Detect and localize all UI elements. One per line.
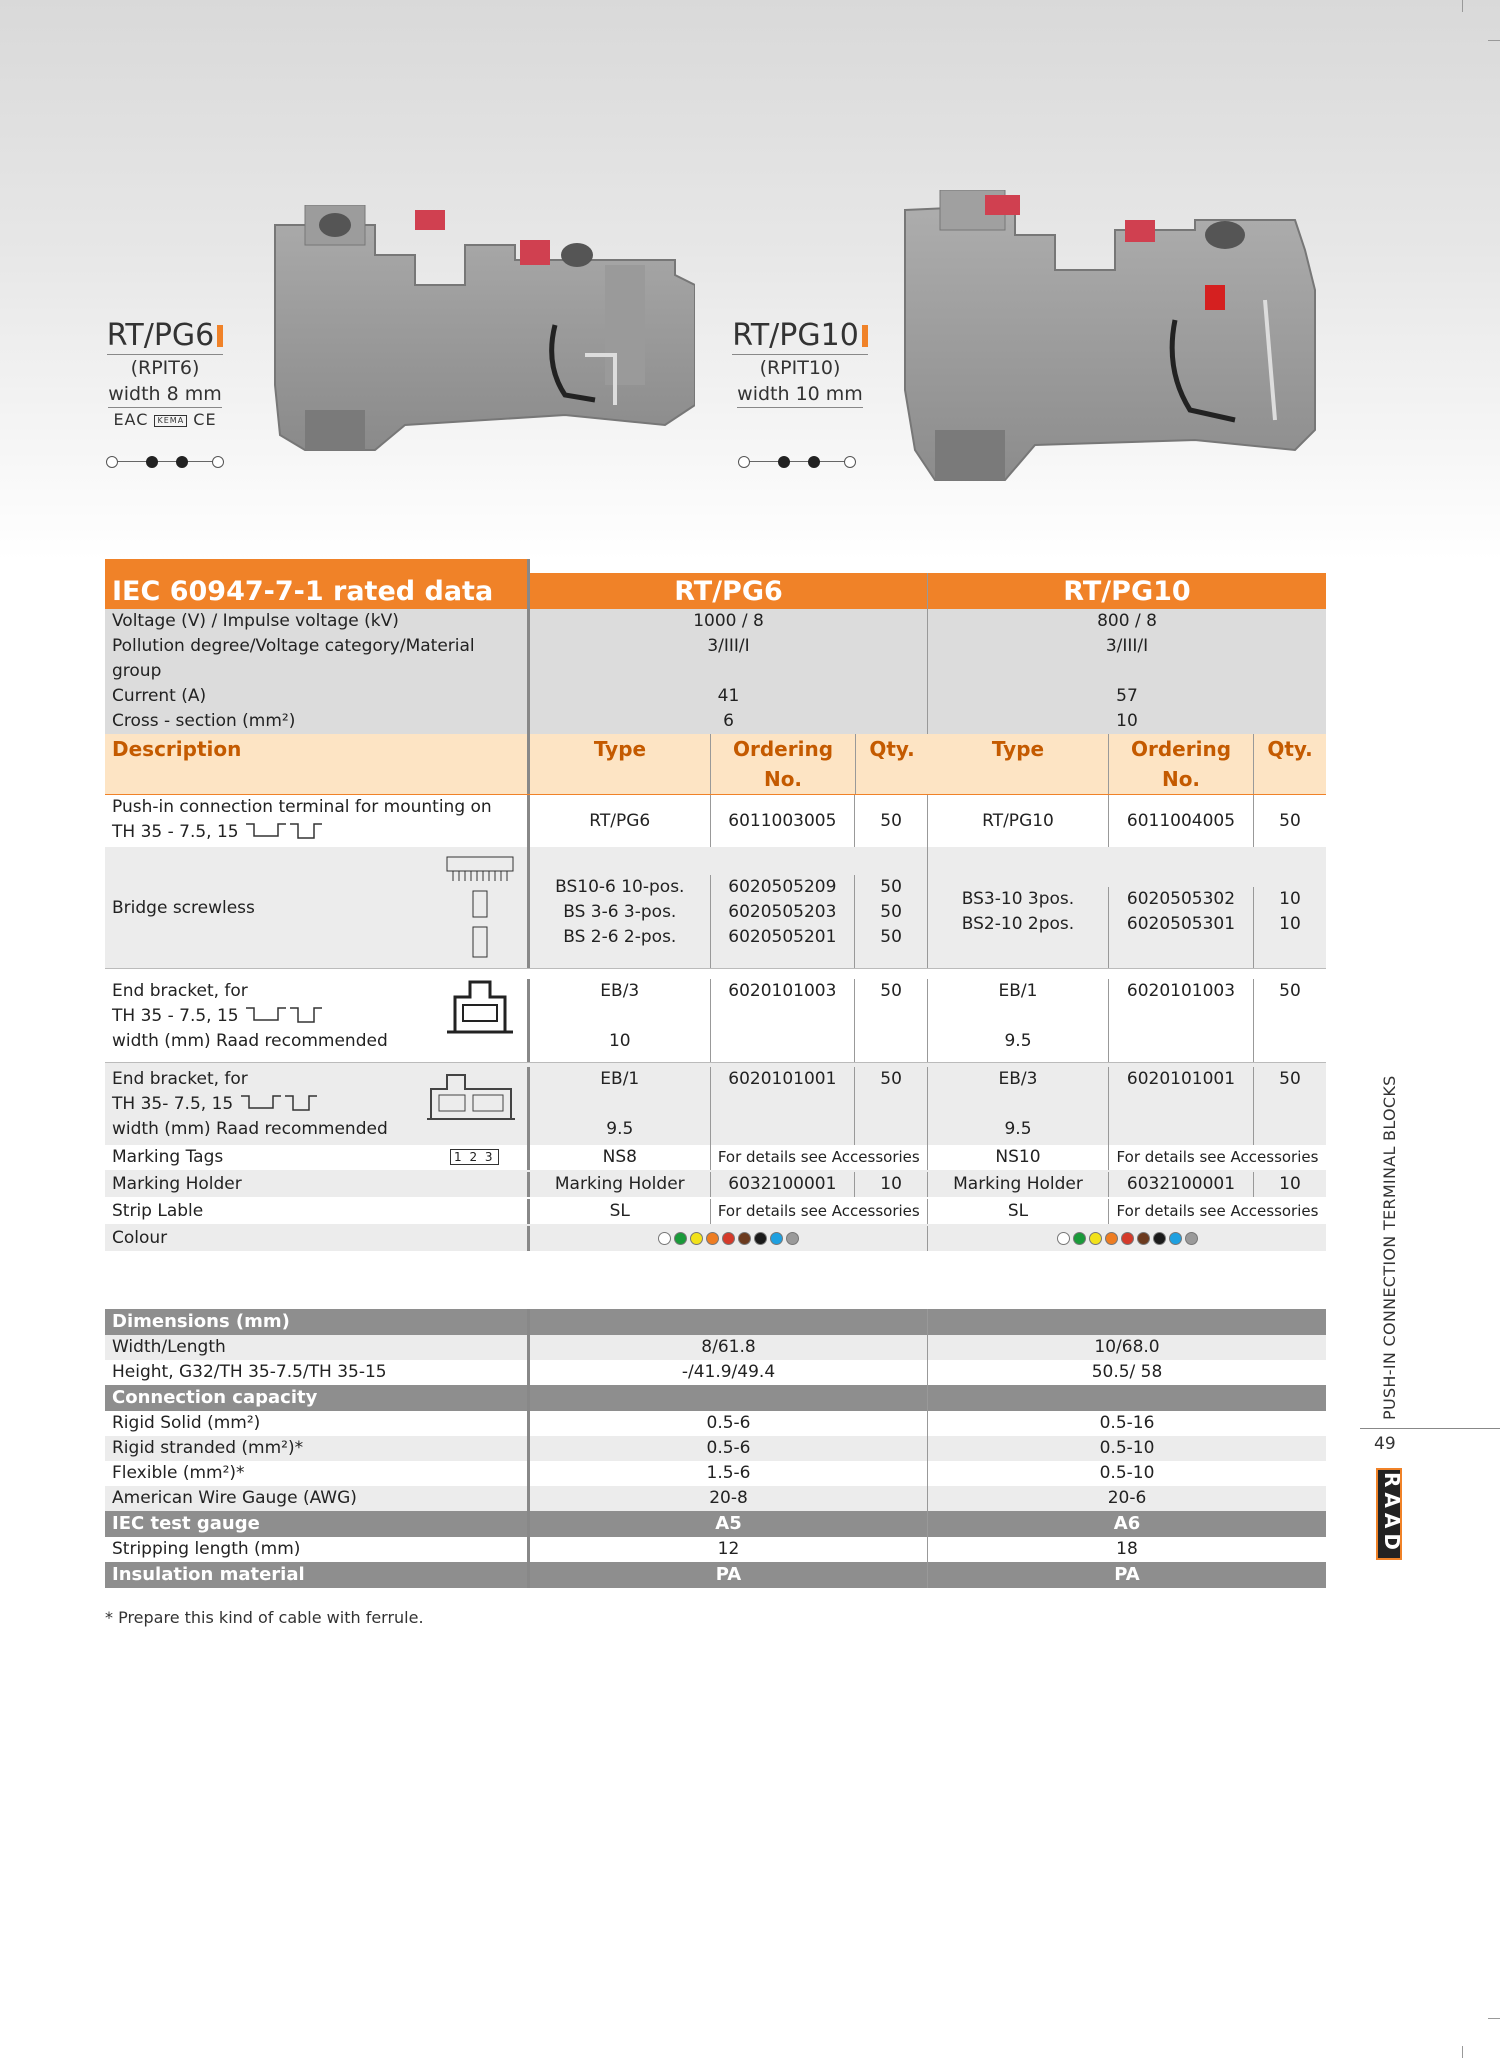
qty-cell: 50 — [880, 811, 902, 831]
row-label: IEC test gauge — [105, 1511, 530, 1537]
product-width: width 8 mm — [108, 381, 222, 408]
table-row-end-bracket-1 — [105, 969, 1326, 1063]
row-label: End bracket, for TH 35 - 7.5, 15 width (mm) Raad recommended — [105, 979, 530, 1062]
ordering-cell: 6011004005 — [1109, 795, 1254, 847]
ce-mark: CE — [193, 410, 217, 429]
row-label: Pollution degree/Voltage category/Material group — [105, 634, 530, 684]
product-width: width 10 mm — [737, 381, 863, 408]
table-row — [105, 709, 1326, 734]
cell-value: 50.5/ 58 — [1091, 1362, 1163, 1382]
cell-value: -/41.9/49.4 — [530, 1360, 928, 1385]
colour-swatch — [1073, 1232, 1086, 1245]
colour-swatch — [754, 1232, 767, 1245]
type-cell: EB/1 9.5 — [530, 1067, 711, 1145]
cell-value: 800 / 8 — [1097, 611, 1157, 631]
colour-swatch — [1169, 1232, 1182, 1245]
cell-value: 0.5-10 — [1099, 1463, 1155, 1483]
table-row-push-in — [105, 795, 1326, 847]
table-row — [105, 1411, 1326, 1436]
cell-value: 10 — [1116, 711, 1138, 731]
colour-swatch — [1121, 1232, 1134, 1245]
cell-value: 12 — [530, 1537, 928, 1562]
end-bracket-icon — [445, 977, 515, 1039]
row-label: Voltage (V) / Impulse voltage (kV) — [105, 609, 530, 634]
qty-cell: 50 — [1279, 981, 1301, 1001]
product-title: RT/PG10 — [732, 318, 868, 355]
dimensions-header: Dimensions (mm) — [105, 1309, 530, 1335]
table-row — [105, 634, 1326, 684]
footnote: * Prepare this kind of cable with ferrule. — [105, 1608, 424, 1627]
ordering-cell: 6020505302 6020505301 — [1109, 887, 1254, 968]
page-number: 49 — [1374, 1434, 1396, 1454]
colour-swatch — [738, 1232, 751, 1245]
qty-cell: 50 — [880, 981, 902, 1001]
product-code: (RPIT6) — [130, 357, 200, 379]
dimensions-table — [105, 1309, 1326, 1588]
type-header: Type — [928, 734, 1109, 794]
rated-data-table — [105, 573, 1326, 1251]
table-row-marking-holder — [105, 1170, 1326, 1197]
description-header: Description — [105, 734, 530, 794]
cell-value: PA — [530, 1562, 928, 1588]
type-cell: RT/PG6 — [530, 795, 711, 847]
colour-swatches-rtpg10 — [928, 1226, 1326, 1251]
ordering-cell: 6011003005 — [711, 795, 856, 847]
row-label: End bracket, for TH 35- 7.5, 15 width (mm) Raad recommended — [105, 1067, 530, 1145]
info-cell: For details see Accessories — [1116, 1148, 1319, 1166]
info-cell: For details see Accessories — [1116, 1202, 1319, 1220]
type-header: Type — [530, 734, 711, 794]
row-label: Cross - section (mm²) — [105, 709, 530, 734]
cell-value: 20-6 — [1107, 1488, 1147, 1508]
info-cell: For details see Accessories — [717, 1148, 920, 1166]
ordering-cell: 6032100001 — [1109, 1172, 1254, 1197]
row-label: Rigid stranded (mm²)* — [105, 1436, 530, 1461]
ordering-header: Ordering No. — [711, 734, 856, 794]
insulation-material-row — [105, 1562, 1326, 1588]
ordering-cell: 6020101001 — [711, 1067, 856, 1145]
ordering-cell: 6020505209 6020505203 6020505201 — [711, 875, 856, 968]
crop-mark — [1488, 40, 1500, 41]
colour-swatch — [690, 1232, 703, 1245]
cell-value: PA — [1114, 1564, 1140, 1585]
cell-value: 1.5-6 — [530, 1461, 928, 1486]
cell-value: A6 — [1113, 1513, 1141, 1534]
qty-cell: 10 — [880, 1174, 902, 1194]
row-label: Marking Tags 1 2 3 — [105, 1145, 530, 1170]
cell-value: 18 — [1116, 1539, 1138, 1559]
table-row-colour — [105, 1224, 1326, 1251]
cell-value: A5 — [530, 1511, 928, 1537]
cell-value: 0.5-10 — [1099, 1438, 1155, 1458]
colour-swatch — [1185, 1232, 1198, 1245]
qty-header: Qty. — [1267, 737, 1313, 761]
ordering-cell: 6020101003 — [711, 979, 856, 1062]
side-divider — [1360, 1428, 1500, 1429]
product-rtpg10-header — [725, 318, 875, 408]
table-row — [105, 609, 1326, 634]
table-row — [105, 1537, 1326, 1562]
table-header-row — [105, 573, 1326, 609]
type-cell: SL — [530, 1199, 711, 1224]
table-row — [105, 1335, 1326, 1360]
row-label: Push-in connection terminal for mounting on TH 35 - 7.5, 15 — [105, 795, 530, 847]
dimensions-header-row — [105, 1309, 1326, 1335]
column-header-rtpg10: RT/PG10 — [1063, 576, 1191, 607]
type-cell: EB/3 9.5 — [928, 1067, 1109, 1145]
level-dots — [106, 455, 226, 469]
row-label: Strip Lable — [105, 1199, 530, 1224]
cell-value: 1000 / 8 — [530, 609, 928, 634]
table-row-strip-lable — [105, 1197, 1326, 1224]
type-cell: EB/3 10 — [530, 979, 711, 1062]
info-cell: For details see Accessories — [717, 1202, 920, 1220]
type-cell: SL — [928, 1199, 1109, 1224]
row-label: Insulation material — [105, 1562, 530, 1588]
marking-tag-icon: 1 2 3 — [450, 1149, 499, 1165]
colour-swatch — [786, 1232, 799, 1245]
din-rail-icon — [244, 820, 324, 840]
qty-cell: 50 — [1279, 1069, 1301, 1089]
qty-cell: 10 10 — [1279, 889, 1301, 934]
cell-value: 3/III/I — [530, 634, 928, 684]
ordering-cell: 6020101001 — [1109, 1067, 1254, 1145]
cell-value: 3/III/I — [1105, 636, 1149, 656]
colour-swatches-rtpg6 — [530, 1226, 928, 1251]
type-cell: EB/1 9.5 — [928, 979, 1109, 1062]
colour-swatch — [1105, 1232, 1118, 1245]
bridge-comb-icon — [445, 855, 515, 963]
table-title: IEC 60947-7-1 rated data — [105, 573, 530, 609]
din-rail-icon — [244, 1004, 324, 1024]
table-row — [105, 1436, 1326, 1461]
cell-value: 6 — [530, 709, 928, 734]
type-cell: BS10-6 10-pos. BS 3-6 3-pos. BS 2-6 2-pos. — [530, 875, 711, 968]
rtpg10-terminal-image — [895, 190, 1335, 510]
connection-capacity-header: Connection capacity — [105, 1385, 530, 1411]
rtpg6-terminal-image — [265, 205, 695, 495]
type-cell: NS10 — [928, 1145, 1109, 1170]
product-rtpg6-header — [95, 318, 235, 429]
qty-cell: 10 — [1279, 1174, 1301, 1194]
qty-cell: 50 — [1279, 811, 1301, 831]
row-label: Flexible (mm²)* — [105, 1461, 530, 1486]
certification-marks — [95, 410, 235, 429]
raad-logo: RAAD — [1376, 1468, 1402, 1560]
row-label: Width/Length — [105, 1335, 530, 1360]
ordering-cell: 6032100001 — [711, 1172, 856, 1197]
row-label: Rigid Solid (mm²) — [105, 1411, 530, 1436]
type-cell: NS8 — [530, 1145, 711, 1170]
row-label: Marking Holder — [105, 1172, 530, 1197]
crop-mark — [1462, 0, 1463, 12]
level-dots — [738, 455, 858, 469]
cell-value: 20-8 — [530, 1486, 928, 1511]
description-header-row — [105, 734, 1326, 795]
type-cell: Marking Holder — [530, 1172, 711, 1197]
side-section-title: PUSH-IN CONNECTION TERMINAL BLOCKS — [1380, 1075, 1399, 1420]
type-cell: RT/PG10 — [928, 795, 1109, 847]
colour-swatch — [706, 1232, 719, 1245]
cell-value: 0.5-6 — [530, 1436, 928, 1461]
colour-swatch — [1137, 1232, 1150, 1245]
colour-swatch — [1089, 1232, 1102, 1245]
connection-capacity-header-row — [105, 1385, 1326, 1411]
ordering-cell: 6020101003 — [1109, 979, 1254, 1062]
cell-value: 57 — [1116, 686, 1138, 706]
qty-header: Qty. — [869, 737, 915, 761]
colour-swatch — [1153, 1232, 1166, 1245]
qty-cell: 50 — [880, 1069, 902, 1089]
row-label: Stripping length (mm) — [105, 1537, 530, 1562]
cell-value: 0.5-16 — [1099, 1413, 1155, 1433]
row-label: Bridge screwless — [105, 847, 530, 968]
kema-mark: KEMA — [154, 415, 187, 427]
table-row — [105, 1360, 1326, 1385]
colour-swatch — [770, 1232, 783, 1245]
cell-value: 8/61.8 — [530, 1335, 928, 1360]
product-code: (RPIT10) — [759, 357, 841, 379]
type-cell: BS3-10 3pos. BS2-10 2pos. — [928, 887, 1109, 968]
row-label: Current (A) — [105, 684, 530, 709]
table-row — [105, 1461, 1326, 1486]
row-label: Colour — [105, 1226, 530, 1251]
table-row-marking-tags — [105, 1145, 1326, 1170]
column-header-rtpg6: RT/PG6 — [530, 573, 928, 609]
eac-mark: EAC — [113, 410, 149, 429]
cell-value: 0.5-6 — [530, 1411, 928, 1436]
row-label: Height, G32/TH 35-7.5/TH 35-15 — [105, 1360, 530, 1385]
ordering-header: Ordering No. — [1109, 734, 1254, 794]
end-bracket-icon — [425, 1069, 517, 1127]
table-row — [105, 1486, 1326, 1511]
cell-value: 41 — [530, 684, 928, 709]
iec-test-gauge-row — [105, 1511, 1326, 1537]
cell-value: 10/68.0 — [1094, 1337, 1160, 1357]
product-title: RT/PG6 — [107, 318, 224, 355]
table-row — [105, 684, 1326, 709]
colour-swatch — [1057, 1232, 1070, 1245]
colour-swatch — [722, 1232, 735, 1245]
table-row-bridge — [105, 847, 1326, 969]
crop-mark — [1462, 2046, 1463, 2058]
table-row-end-bracket-2 — [105, 1063, 1326, 1145]
crop-mark — [1488, 2018, 1500, 2019]
row-label: American Wire Gauge (AWG) — [105, 1486, 530, 1511]
colour-swatch — [658, 1232, 671, 1245]
qty-cell: 50 50 50 — [880, 877, 902, 947]
din-rail-icon — [239, 1092, 319, 1112]
type-cell: Marking Holder — [928, 1172, 1109, 1197]
colour-swatch — [674, 1232, 687, 1245]
